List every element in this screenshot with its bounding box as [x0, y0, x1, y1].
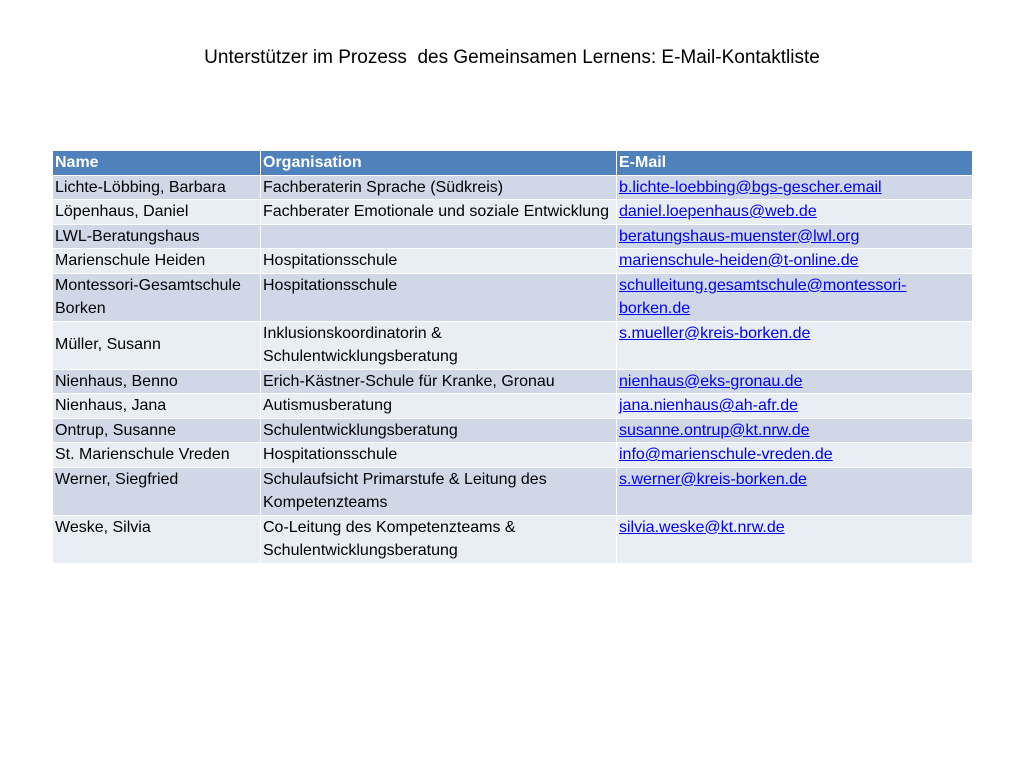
- cell-name: Lichte-Löbbing, Barbara: [53, 175, 261, 200]
- email-link[interactable]: silvia.weske@kt.nrw.de: [619, 518, 785, 536]
- email-link[interactable]: daniel.loepenhaus@web.de: [619, 203, 817, 220]
- email-link[interactable]: susanne.ontrup@kt.nrw.de: [619, 421, 810, 439]
- cell-email: [617, 249, 973, 274]
- cell-email: [617, 394, 973, 419]
- cell-organisation: Autismusberatung: [261, 394, 617, 419]
- cell-name: Weske, Silvia: [53, 515, 261, 563]
- cell-organisation: [261, 224, 617, 249]
- cell-name: Ontrup, Susanne: [53, 418, 261, 443]
- email-link[interactable]: s.mueller@kreis-borken.de: [619, 324, 811, 342]
- table-row: [53, 175, 973, 200]
- cell-organisation: Erich-Kästner-Schule für Kranke, Gronau: [261, 369, 617, 394]
- email-link[interactable]: beratungshaus-muenster@lwl.org: [619, 227, 860, 245]
- cell-email: [617, 321, 973, 369]
- table-row: [53, 321, 973, 369]
- cell-organisation: Hospitationsschule: [261, 249, 617, 274]
- table-header-row: [53, 151, 973, 176]
- contact-table: [52, 150, 973, 564]
- cell-organisation: Inklusionskoordinatorin & Schulentwicklungsberatung: [261, 321, 617, 369]
- email-link[interactable]: nienhaus@eks-gronau.de: [619, 372, 803, 390]
- cell-name: Müller, Susann: [53, 321, 261, 369]
- table-row: [53, 467, 973, 515]
- cell-email: [617, 175, 973, 200]
- email-link[interactable]: b.lichte-loebbing@bgs-gescher.email: [619, 178, 882, 196]
- column-header-email: E-Mail: [617, 151, 973, 176]
- table-row: [53, 515, 973, 563]
- cell-email: [617, 369, 973, 394]
- page-title: Unterstützer im Prozess des Gemeinsamen Lernens: E-Mail-Kontaktliste: [204, 47, 820, 68]
- table-row: [53, 418, 973, 443]
- email-link[interactable]: schulleitung.gesamtschule@montessori-borken.de: [619, 276, 907, 317]
- cell-name: Marienschule Heiden: [53, 249, 261, 274]
- email-link[interactable]: marienschule-heiden@t-online.de: [619, 252, 859, 269]
- cell-organisation: Hospitationsschule: [261, 273, 617, 321]
- cell-organisation: Fachberaterin Sprache (Südkreis): [261, 175, 617, 200]
- cell-email: [617, 418, 973, 443]
- column-header-organisation: Organisation: [261, 151, 617, 176]
- cell-email: [617, 200, 973, 225]
- cell-organisation: Co-Leitung des Kompetenzteams & Schulentwicklungsberatung: [261, 515, 617, 563]
- cell-name: Montessori-Gesamtschule Borken: [53, 273, 261, 321]
- email-link[interactable]: info@marienschule-vreden.de: [619, 446, 833, 463]
- column-header-name: Name: [53, 151, 261, 176]
- cell-name: LWL-Beratungshaus: [53, 224, 261, 249]
- cell-email: [617, 467, 973, 515]
- cell-organisation: Schulentwicklungsberatung: [261, 418, 617, 443]
- email-link[interactable]: s.werner@kreis-borken.de: [619, 470, 807, 488]
- cell-name: Löpenhaus, Daniel: [53, 200, 261, 225]
- cell-organisation: Fachberater Emotionale und soziale Entwicklung: [261, 200, 617, 225]
- table-row: [53, 443, 973, 468]
- table-row: [53, 394, 973, 419]
- table-row: [53, 200, 973, 225]
- table-row: [53, 273, 973, 321]
- cell-organisation: Hospitationsschule: [261, 443, 617, 468]
- cell-name: Werner, Siegfried: [53, 467, 261, 515]
- cell-name: Nienhaus, Jana: [53, 394, 261, 419]
- cell-email: [617, 443, 973, 468]
- cell-email: [617, 224, 973, 249]
- cell-name: St. Marienschule Vreden: [53, 443, 261, 468]
- table-row: [53, 224, 973, 249]
- cell-organisation: Schulaufsicht Primarstufe & Leitung des Kompetenzteams: [261, 467, 617, 515]
- email-link[interactable]: jana.nienhaus@ah-afr.de: [619, 397, 799, 414]
- cell-name: Nienhaus, Benno: [53, 369, 261, 394]
- table-row: [53, 369, 973, 394]
- cell-email: [617, 515, 973, 563]
- table-row: [53, 249, 973, 274]
- cell-email: [617, 273, 973, 321]
